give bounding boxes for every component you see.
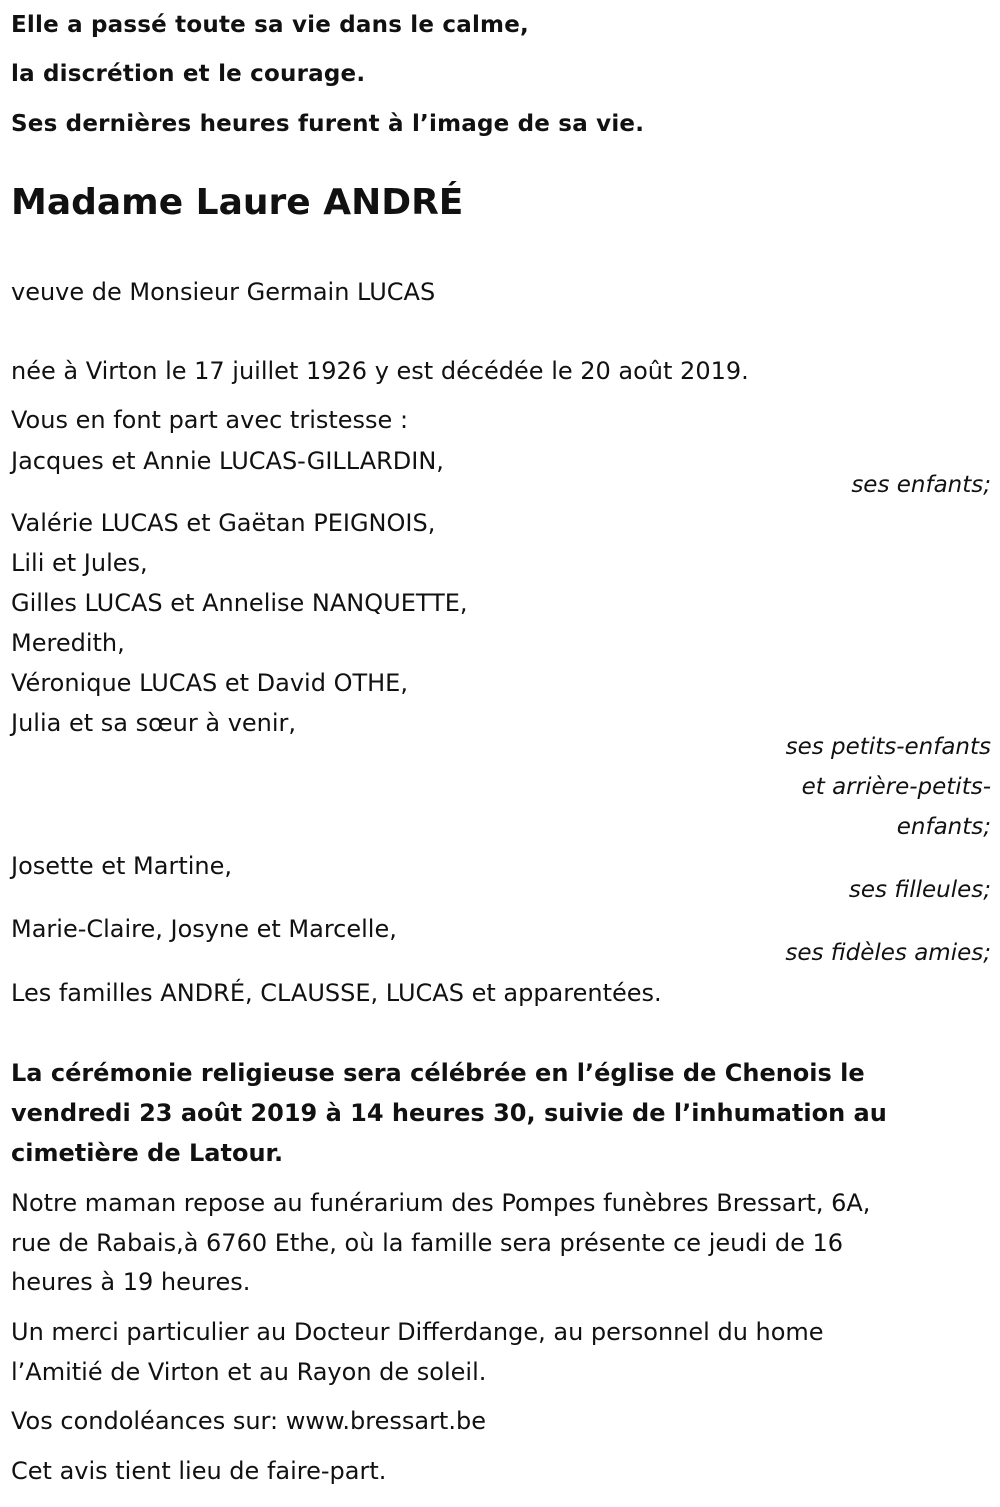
announcement-intro: Vous en font part avec tristesse : [11, 406, 409, 434]
grandchild-line-2: Lili et Jules, [11, 549, 148, 577]
epigraph-line-3: Ses dernières heures furent à l’image de sa vie. [11, 111, 645, 137]
families-line: Les familles ANDRÉ, CLAUSSE, LUCAS et apparentées. [11, 979, 662, 1007]
condolences-line: Vos condoléances sur: www.bressart.be [11, 1407, 486, 1435]
goddaughters-name: Josette et Martine, [11, 852, 233, 880]
grandchild-line-1: Valérie LUCAS et Gaëtan PEIGNOIS, [11, 509, 436, 537]
thanks-line-2: l’Amitié de Virton et au Rayon de soleil. [11, 1358, 487, 1386]
grandchild-line-4: Meredith, [11, 629, 125, 657]
ceremony-line-3: cimetière de Latour. [11, 1139, 284, 1167]
visitation-line-3: heures à 19 heures. [11, 1268, 251, 1296]
ceremony-line-1: La cérémonie religieuse sera célébrée en l’église de Chenois le [11, 1059, 865, 1087]
grandchild-line-6: Julia et sa sœur à venir, [11, 709, 297, 737]
deceased-name: Madame Laure ANDRÉ [11, 182, 464, 223]
ceremony-line-2: vendredi 23 août 2019 à 14 heures 30, suivie de l’inhumation au [11, 1099, 887, 1127]
goddaughters-role: ses filleules; [848, 877, 991, 903]
children-name: Jacques et Annie LUCAS-GILLARDIN, [11, 447, 444, 475]
spouse-line: veuve de Monsieur Germain LUCAS [11, 278, 436, 306]
grandchild-line-3: Gilles LUCAS et Annelise NANQUETTE, [11, 589, 468, 617]
closing-line: Cet avis tient lieu de faire-part. [11, 1457, 387, 1485]
grandchildren-role-line-3: enfants; [896, 814, 991, 840]
children-role: ses enfants; [851, 472, 991, 498]
epigraph-line-1: Elle a passé toute sa vie dans le calme, [11, 12, 529, 38]
visitation-line-2: rue de Rabais,à 6760 Ethe, où la famille sera présente ce jeudi de 16 [11, 1229, 844, 1257]
friends-name: Marie-Claire, Josyne et Marcelle, [11, 915, 397, 943]
friends-role: ses fidèles amies; [785, 940, 991, 966]
birth-death-line: née à Virton le 17 juillet 1926 y est décédée le 20 août 2019. [11, 357, 749, 385]
grandchild-line-5: Véronique LUCAS et David OTHE, [11, 669, 408, 697]
epigraph-line-2: la discrétion et le courage. [11, 61, 366, 87]
visitation-line-1: Notre maman repose au funérarium des Pompes funèbres Bressart, 6A, [11, 1189, 871, 1217]
grandchildren-role-line-2: et arrière-petits- [801, 774, 991, 800]
thanks-line-1: Un merci particulier au Docteur Differdange, au personnel du home [11, 1318, 824, 1346]
grandchildren-role-line-1: ses petits-enfants [785, 734, 991, 760]
